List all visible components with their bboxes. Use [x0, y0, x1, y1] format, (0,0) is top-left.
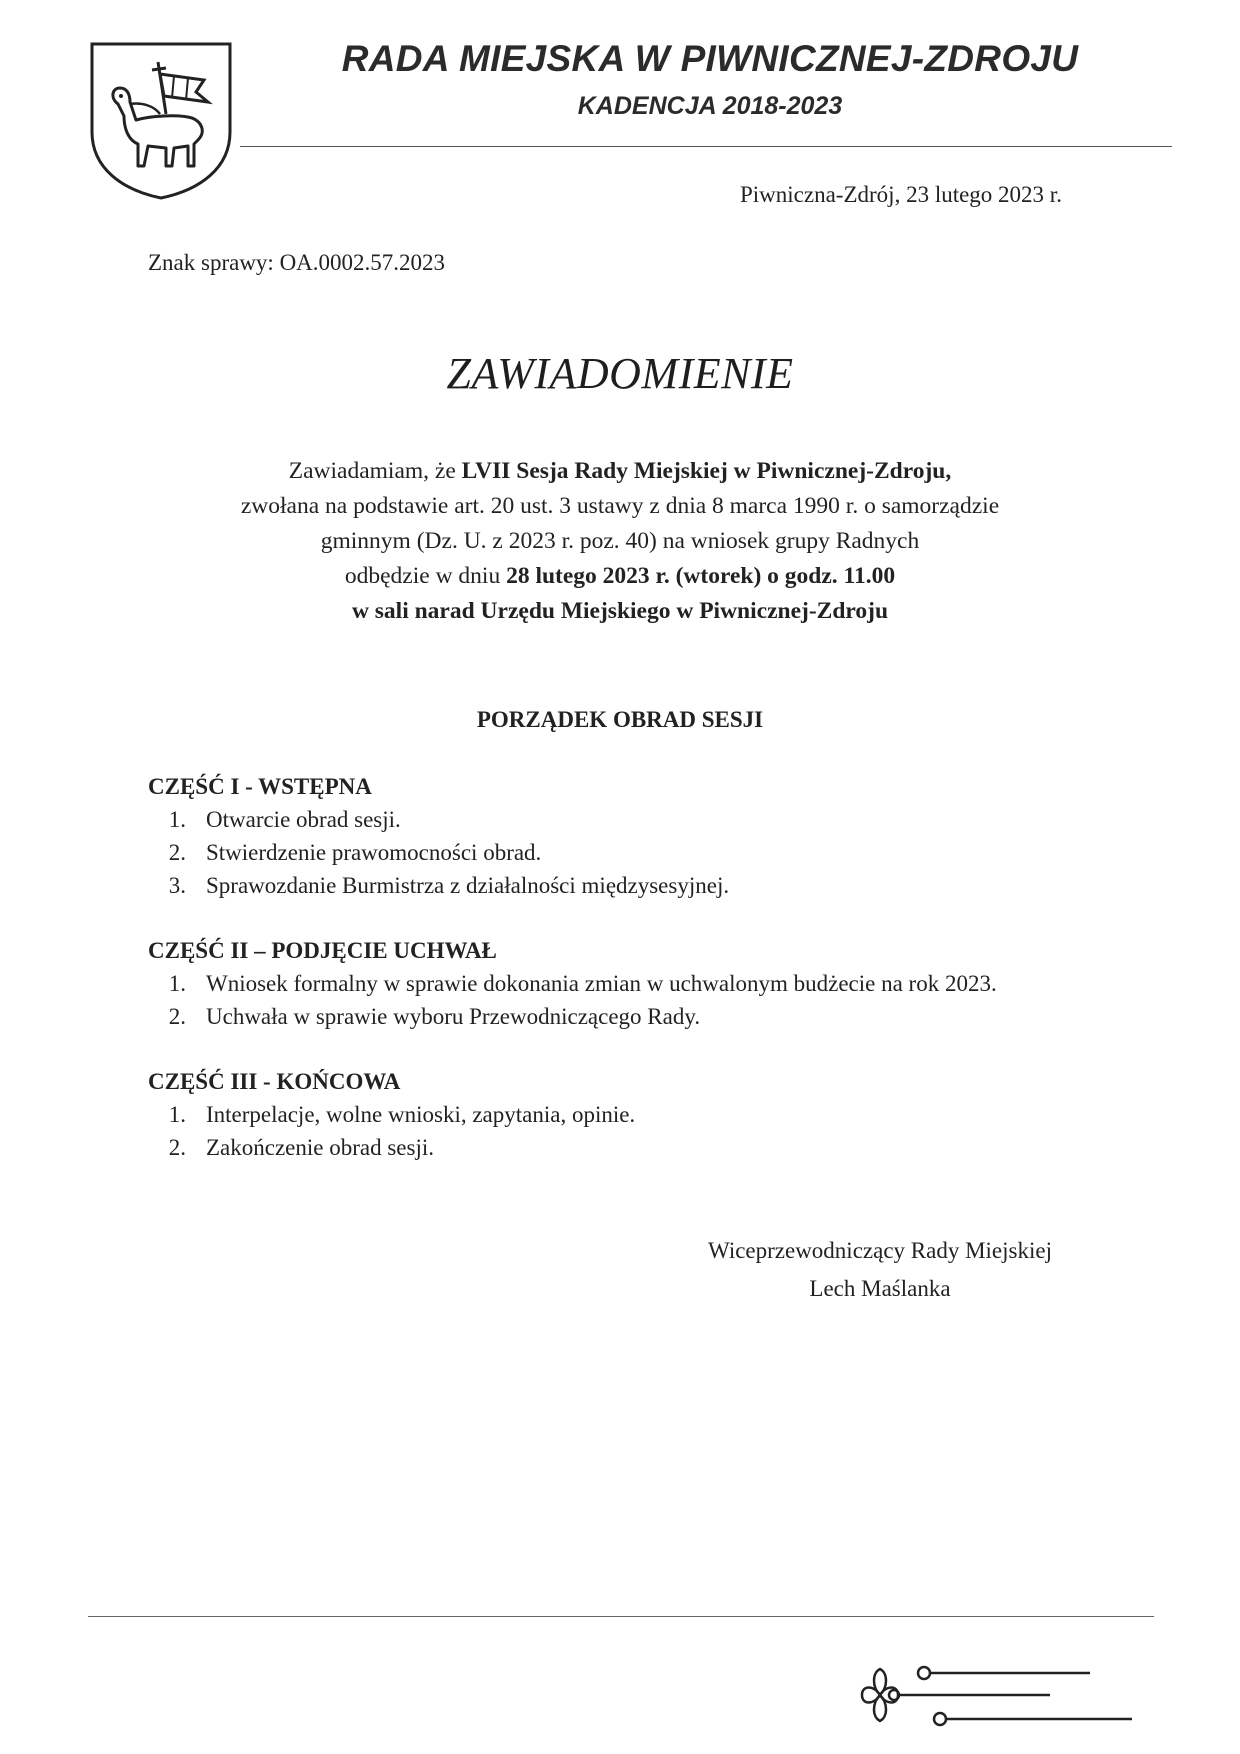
agenda-item: 2. Zakończenie obrad sesji. — [168, 1135, 434, 1160]
document-title: ZAWIADOMIENIE — [446, 349, 794, 398]
notice-paragraph — [100, 454, 1140, 629]
notice-line-5: w sali narad Urzędu Miejskiego w Piwnicznej-Zdroju — [351, 598, 889, 624]
coat-of-arms-icon — [88, 40, 234, 202]
council-term: KADENCJA 2018-2023 — [577, 92, 843, 120]
signature-block — [680, 1232, 1080, 1308]
notice-line-1: Zawiadamiam, że LVII Sesja Rady Miejskiej w Piwnicznej-Zdroju, — [288, 458, 952, 484]
header-divider — [240, 146, 1172, 147]
case-reference: Znak sprawy: OA.0002.57.2023 — [148, 250, 446, 275]
agenda-part — [148, 1065, 1108, 1164]
notice-line-4: odbędzie w dniu 28 lutego 2023 r. (wtorek) o godz. 11.00 — [344, 563, 896, 589]
agenda-item: 1. Wniosek formalny w sprawie dokonania zmian w uchwalonym budżecie na rok 2023. — [168, 971, 997, 996]
place-date: Piwniczna-Zdrój, 23 lutego 2023 r. — [740, 182, 1062, 207]
agenda-item: 3. Sprawozdanie Burmistrza z działalności międzysesyjnej. — [168, 873, 730, 898]
agenda-part-heading: CZĘŚĆ II – PODJĘCIE UCHWAŁ — [148, 938, 497, 963]
council-name: RADA MIEJSKA W PIWNICZNEJ-ZDROJU — [341, 38, 1079, 79]
agenda-part-heading: CZĘŚĆ III - KOŃCOWA — [148, 1069, 401, 1094]
notice-line-3: gminnym (Dz. U. z 2023 r. poz. 40) na wniosek grupy Radnych — [320, 528, 920, 554]
agenda-part — [148, 934, 1108, 1033]
agenda-item: 2. Uchwała w sprawie wyboru Przewodniczącego Rady. — [168, 1004, 701, 1029]
signature-name: Lech Maślanka — [809, 1276, 951, 1301]
agenda-item: 2. Stwierdzenie prawomocności obrad. — [168, 840, 542, 865]
agenda-title: PORZĄDEK OBRAD SESJI — [476, 707, 764, 732]
signature-role: Wiceprzewodniczący Rady Miejskiej — [708, 1238, 1052, 1263]
agenda-item: 1. Otwarcie obrad sesji. — [168, 807, 401, 832]
notice-line-2: zwołana na podstawie art. 20 ust. 3 ustawy z dnia 8 marca 1990 r. o samorządzie — [240, 493, 1000, 519]
agenda-item: 1. Interpelacje, wolne wnioski, zapytania, opinie. — [168, 1102, 636, 1127]
agenda-part-heading: CZĘŚĆ I - WSTĘPNA — [148, 774, 372, 799]
footer-divider — [88, 1616, 1154, 1617]
agenda-part — [148, 770, 1108, 902]
agenda — [148, 770, 1108, 1196]
knot-ornament-icon — [850, 1655, 1150, 1735]
